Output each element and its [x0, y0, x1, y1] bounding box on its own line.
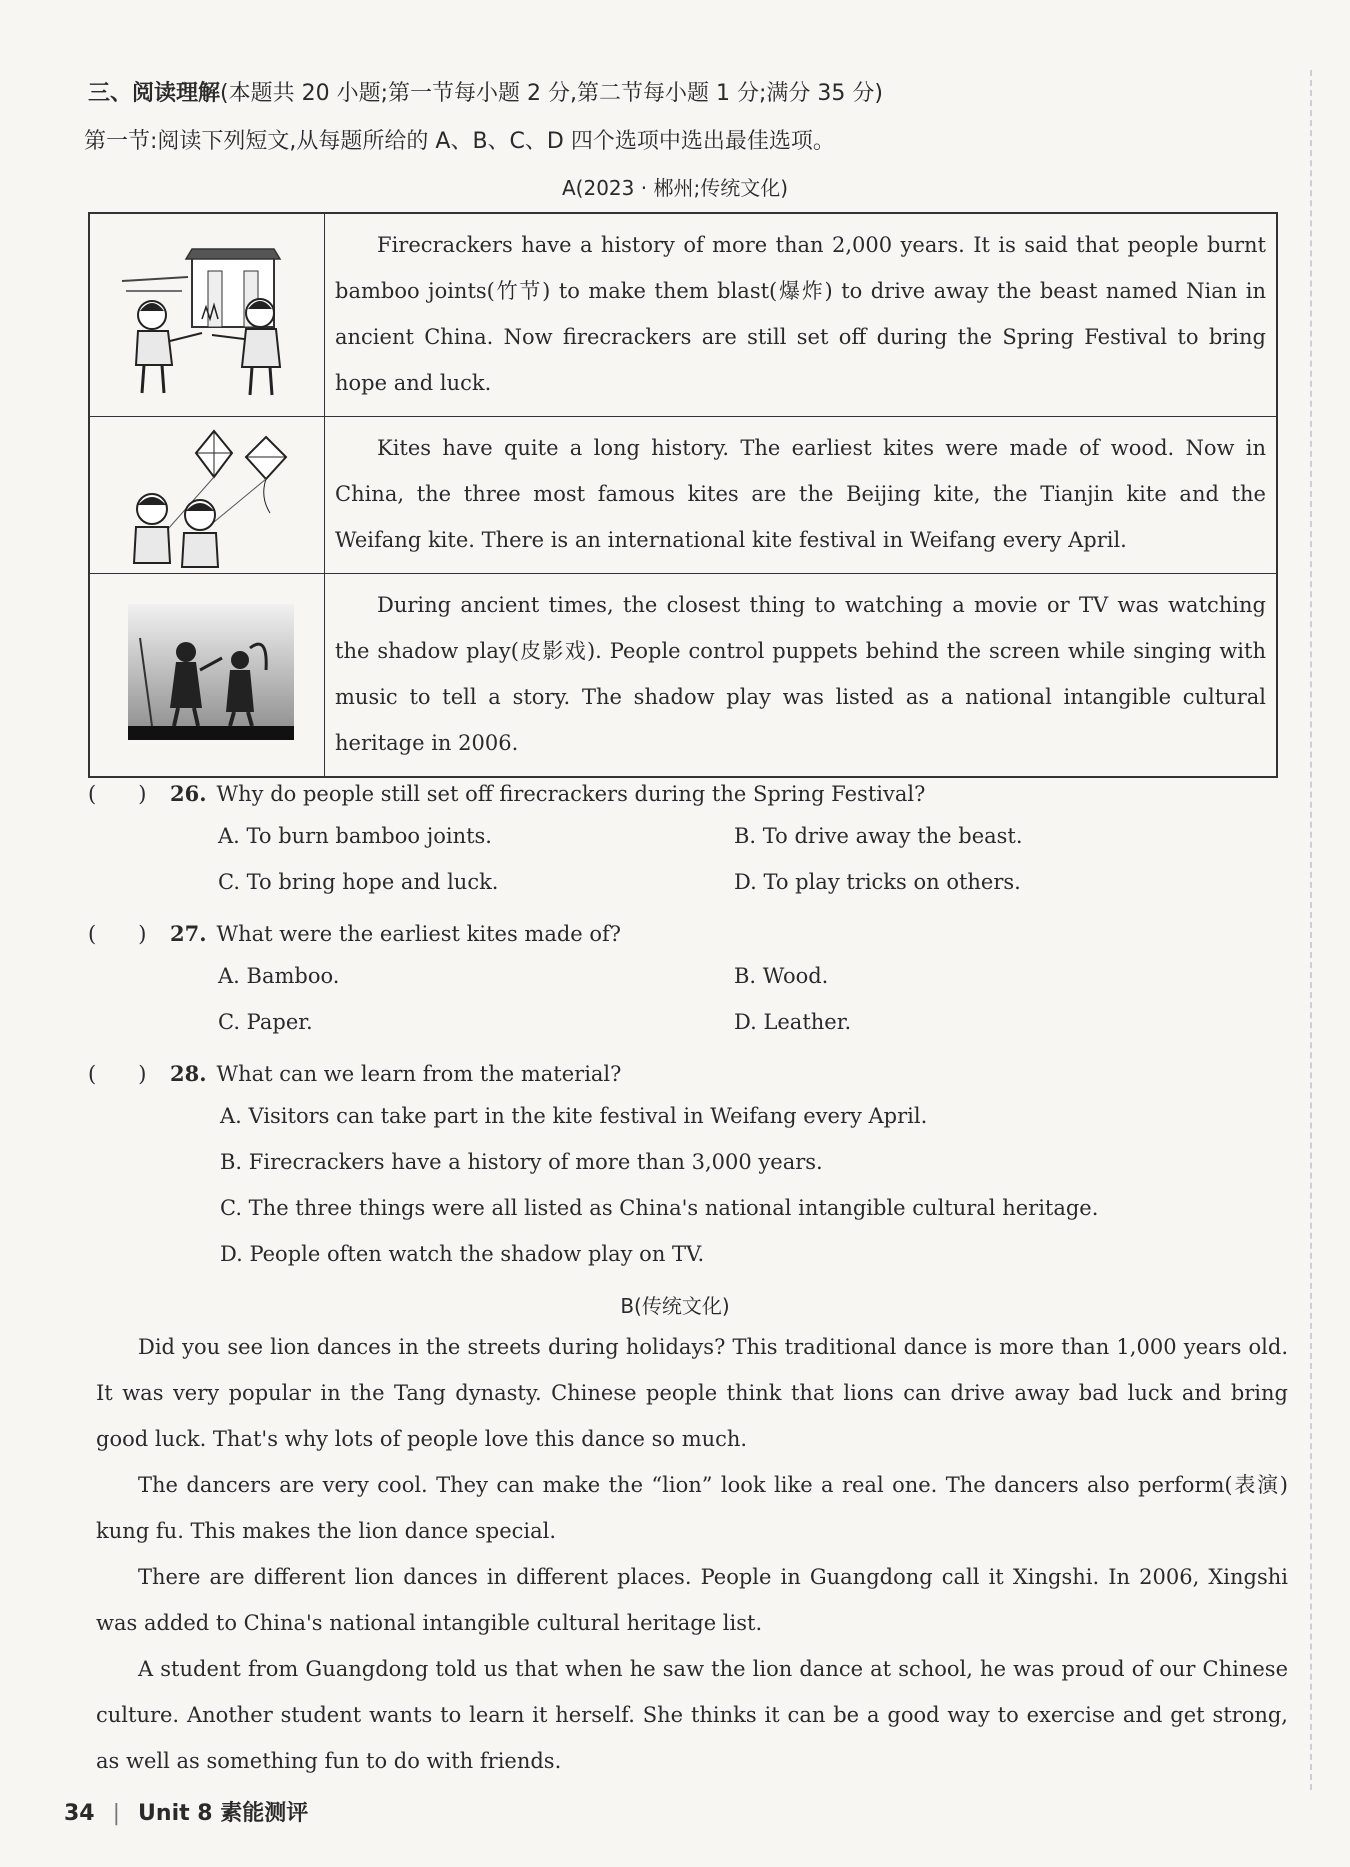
kite-text-cell	[325, 417, 1278, 574]
passage-b-paragraph: A student from Guangdong told us that when he saw the lion dance at school, he was proud of our Chinese culture. Another student wants to learn it herself. She thinks it can be a good way to exercise and get strong, as well as something fun to do with friends.	[96, 1657, 1288, 1773]
answer-blank[interactable]: ( )	[88, 922, 147, 946]
option-d: D. To play tricks on others.	[734, 870, 1021, 894]
option-d: D. Leather.	[734, 1010, 852, 1034]
question-26	[88, 778, 925, 808]
passage-a-title: A(2023 · 郴州;传统文化)	[562, 176, 788, 200]
table-row	[89, 417, 1277, 574]
option-b: B. Wood.	[734, 964, 829, 988]
shadow-play-text: During ancient times, the closest thing to watching a movie or TV was watching the shadow play(皮影戏). People control puppets behind the screen while singing with music to tell a story. The shadow play was listed as a national intangible cultural heritage in 2006.	[335, 593, 1266, 755]
option-a: A. Visitors can take part in the kite festival in Weifang every April.	[220, 1104, 928, 1128]
question-number: 27.	[170, 921, 207, 946]
question-27	[88, 918, 621, 948]
firecracker-text-cell	[325, 213, 1278, 417]
passage-b-title: B(传统文化)	[620, 1294, 730, 1318]
question-text: What can we learn from the material?	[216, 1062, 622, 1086]
option-d: D. People often watch the shadow play on TV.	[220, 1242, 705, 1266]
question-text: Why do people still set off firecrackers during the Spring Festival?	[216, 782, 926, 806]
footer-separator: |	[112, 1801, 121, 1826]
option-c: C. Paper.	[218, 1010, 313, 1034]
question-number: 26.	[170, 781, 207, 806]
shadow-play-photo-cell	[89, 574, 325, 778]
subsection-heading: 第一节:阅读下列短文,从每题所给的 A、B、C、D 四个选项中选出最佳选项。	[84, 129, 835, 154]
option-b: B. Firecrackers have a history of more than 3,000 years.	[220, 1150, 823, 1174]
shadow-play-photo	[90, 578, 324, 768]
passage-b-paragraph: There are different lion dances in different places. People in Guangdong call it Xingshi. In 2006, Xingshi was added to China's national intangible cultural heritage list.	[96, 1565, 1288, 1635]
question-28	[88, 1058, 621, 1088]
firecracker-illustration	[90, 215, 324, 411]
kite-illustration-cell	[89, 417, 325, 574]
unit-label: Unit 8 素能测评	[138, 1801, 309, 1826]
answer-blank[interactable]: ( )	[88, 782, 147, 806]
firecracker-text: Firecrackers have a history of more than 2,000 years. It is said that people burnt bamboo joints(竹节) to make them blast(爆炸) to drive away the beast named Nian in ancient China. Now firecrackers are still set off during the Spring Festival to bring hope and luck.	[335, 233, 1266, 395]
question-number: 28.	[170, 1061, 207, 1086]
kite-text: Kites have quite a long history. The earliest kites were made of wood. Now in China, the three most famous kites are the Beijing kite, the Tianjin kite and the Weifang kite. There is an international kite festival in Weifang every April.	[335, 436, 1266, 552]
page-number: 34	[64, 1801, 95, 1826]
section-heading	[88, 76, 883, 107]
passage-b-body	[96, 1324, 1288, 1784]
answer-blank[interactable]: ( )	[88, 1062, 147, 1086]
page-footer	[64, 1796, 308, 1827]
question-text: What were the earliest kites made of?	[216, 922, 622, 946]
firecracker-illustration-cell	[89, 213, 325, 417]
passage-a-table	[88, 212, 1278, 778]
shadow-play-text-cell	[325, 574, 1278, 778]
passage-b-paragraph: Did you see lion dances in the streets during holidays? This traditional dance is more than 1,000 years old. It was very popular in the Tang dynasty. Chinese people think that lions can drive away bad luck and bring good luck. That's why lots of people love this dance so much.	[96, 1335, 1288, 1451]
option-a: A. Bamboo.	[218, 964, 340, 988]
option-a: A. To burn bamboo joints.	[218, 824, 492, 848]
binding-dashed-line	[1310, 70, 1312, 1790]
option-c: C. The three things were all listed as China's national intangible cultural heritage.	[220, 1196, 1099, 1220]
passage-b-paragraph: The dancers are very cool. They can make the “lion” look like a real one. The dancers also perform(表演) kung fu. This makes the lion dance special.	[96, 1473, 1288, 1543]
table-row	[89, 574, 1277, 778]
table-row	[89, 213, 1277, 417]
section-heading-title: 三、阅读理解	[88, 81, 221, 106]
option-c: C. To bring hope and luck.	[218, 870, 499, 894]
section-heading-note: (本题共 20 小题;第一节每小题 2 分,第二节每小题 1 分;满分 35 分)	[220, 81, 883, 106]
kite-illustration	[90, 417, 324, 569]
option-b: B. To drive away the beast.	[734, 824, 1023, 848]
